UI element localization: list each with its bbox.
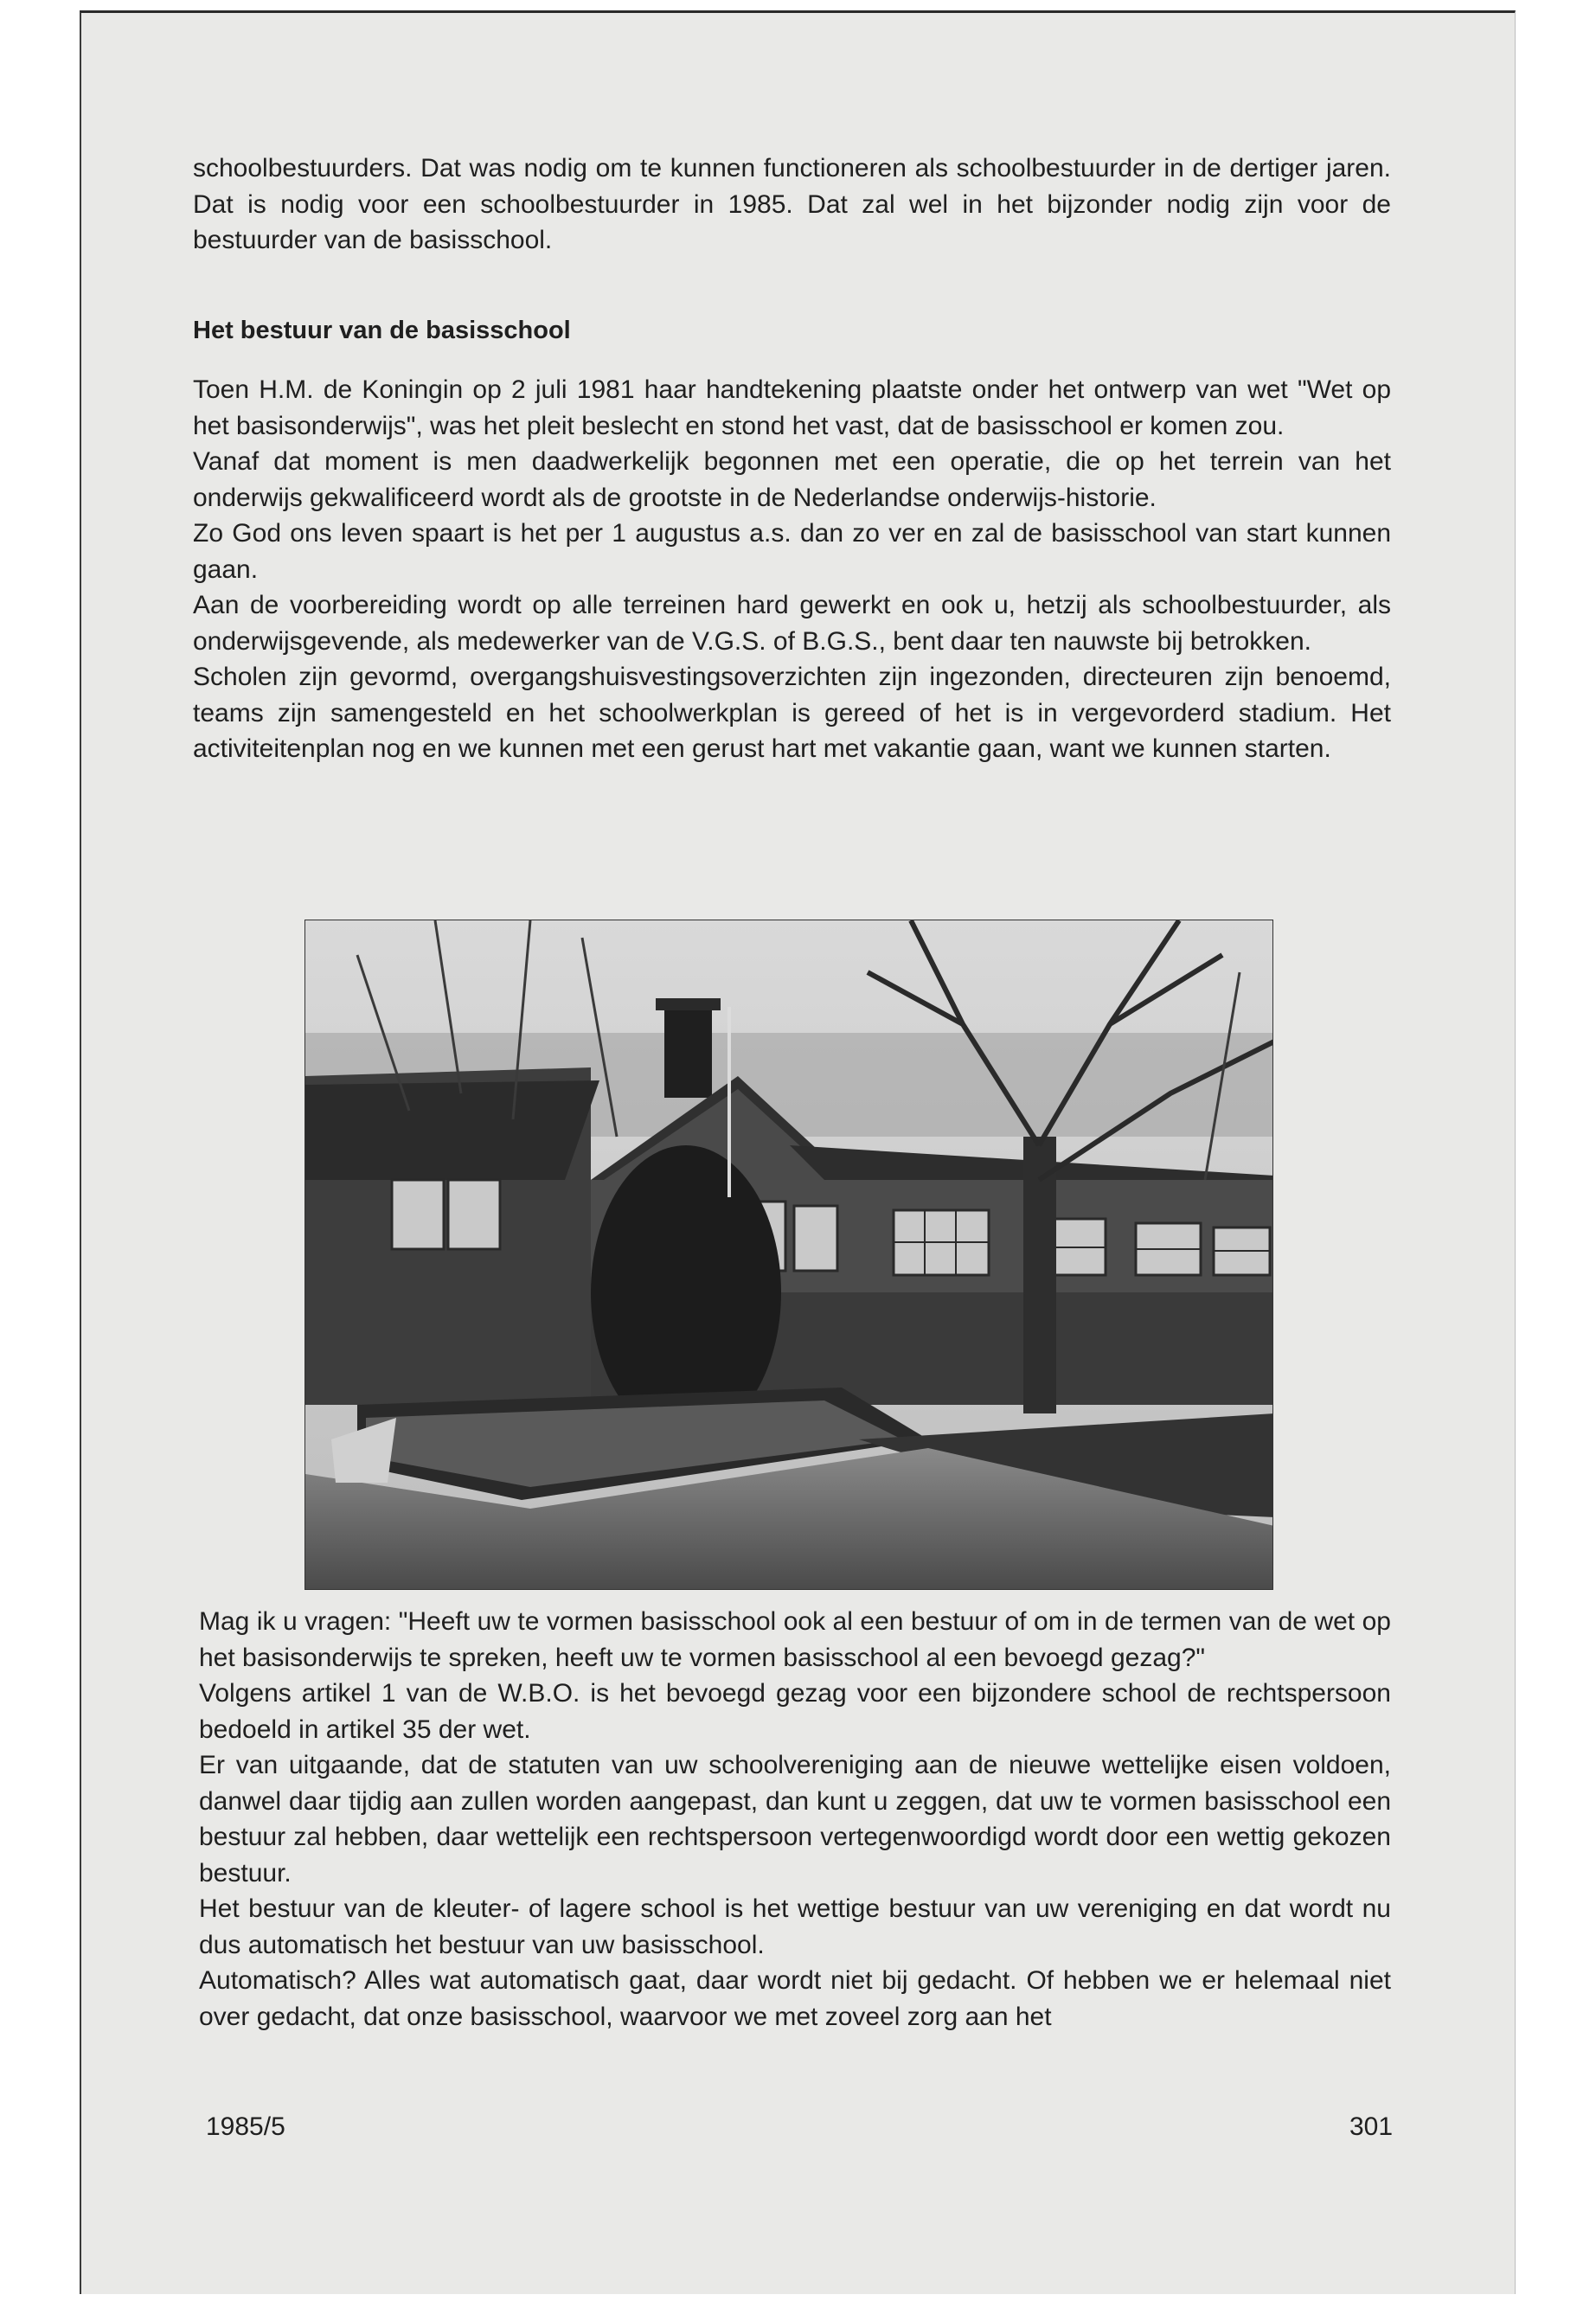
school-building-photo [304, 920, 1273, 1590]
paragraph: Mag ik u vragen: "Heeft uw te vormen basisschool ook al een bestuur of om in de termen van de wet op het basisonderwijs te spreken, heeft uw te vormen basisschool al een bevoegd gezag?" [199, 1607, 1391, 1672]
paragraph: Het bestuur van de kleuter- of lagere school is het wettige bestuur van uw vereniging en dat wordt nu dus automatisch het bestuur van uw basisschool. [199, 1894, 1391, 1959]
paragraph: Scholen zijn gevormd, overgangshuisvestingsoverzichten zijn ingezonden, directeuren zijn benoemd, teams zijn samengesteld en het schoolwerkplan is gereed of het is in vergevorderd stadium. Het activiteitenplan nog en we kunnen met een gerust hart met vakantie gaan, want we kunnen starten. [193, 663, 1391, 763]
paragraph: Toen H.M. de Koningin op 2 juli 1981 haar handtekening plaatste onder het ontwerp van wet "Wet op het basisonderwijs", was het pleit beslecht en stond het vast, dat de basisschool er komen zou. [193, 375, 1391, 440]
issue-number: 1985/5 [206, 2112, 285, 2141]
after-photo-body [199, 1604, 1391, 2035]
paragraph: Volgens artikel 1 van de W.B.O. is het bevoegd gezag voor een bijzondere school de rechtspersoon bedoeld in artikel 35 der wet. [199, 1679, 1391, 1744]
paragraph: Aan de voorbereiding wordt op alle terreinen hard gewerkt en ook u, hetzij als schoolbestuurder, als onderwijsgevende, als medewerker van de V.G.S. of B.G.S., bent daar ten nauwste bij betrokken. [193, 591, 1391, 656]
paragraph: schoolbestuurders. Dat was nodig om te kunnen functioneren als schoolbestuurder in de dertiger jaren. Dat is nodig voor een schoolbestuurder in 1985. Dat zal wel in het bijzonder nodig zijn voor de bestuurder van de basisschool. [193, 154, 1391, 254]
intro-paragraph-block [193, 151, 1391, 259]
paragraph: Automatisch? Alles wat automatisch gaat, daar wordt niet bij gedacht. Of hebben we er helemaal niet over gedacht, dat onze basisschool, waarvoor we met zoveel zorg aan het [199, 1966, 1391, 2031]
section-heading: Het bestuur van de basisschool [193, 317, 571, 344]
paragraph: Zo God ons leven spaart is het per 1 augustus a.s. dan zo ver en zal de basisschool van start kunnen gaan. [193, 519, 1391, 584]
section-body [193, 372, 1391, 767]
paragraph: Vanaf dat moment is men daadwerkelijk begonnen met een operatie, die op het terrein van het onderwijs gekwalificeerd wordt als de grootste in de Nederlandse onderwijs-historie. [193, 447, 1391, 512]
paragraph: Er van uitgaande, dat de statuten van uw schoolvereniging aan de nieuwe wettelijke eisen voldoen, danwel daar tijdig aan zullen worden aangepast, dan kunt u zeggen, dat uw te vormen basisschool een bestuur zal hebben, daar wettelijk een rechtspersoon vertegenwoordigd wordt door een wettig gekozen bestuur. [199, 1751, 1391, 1888]
page-number: 301 [1349, 2112, 1394, 2141]
